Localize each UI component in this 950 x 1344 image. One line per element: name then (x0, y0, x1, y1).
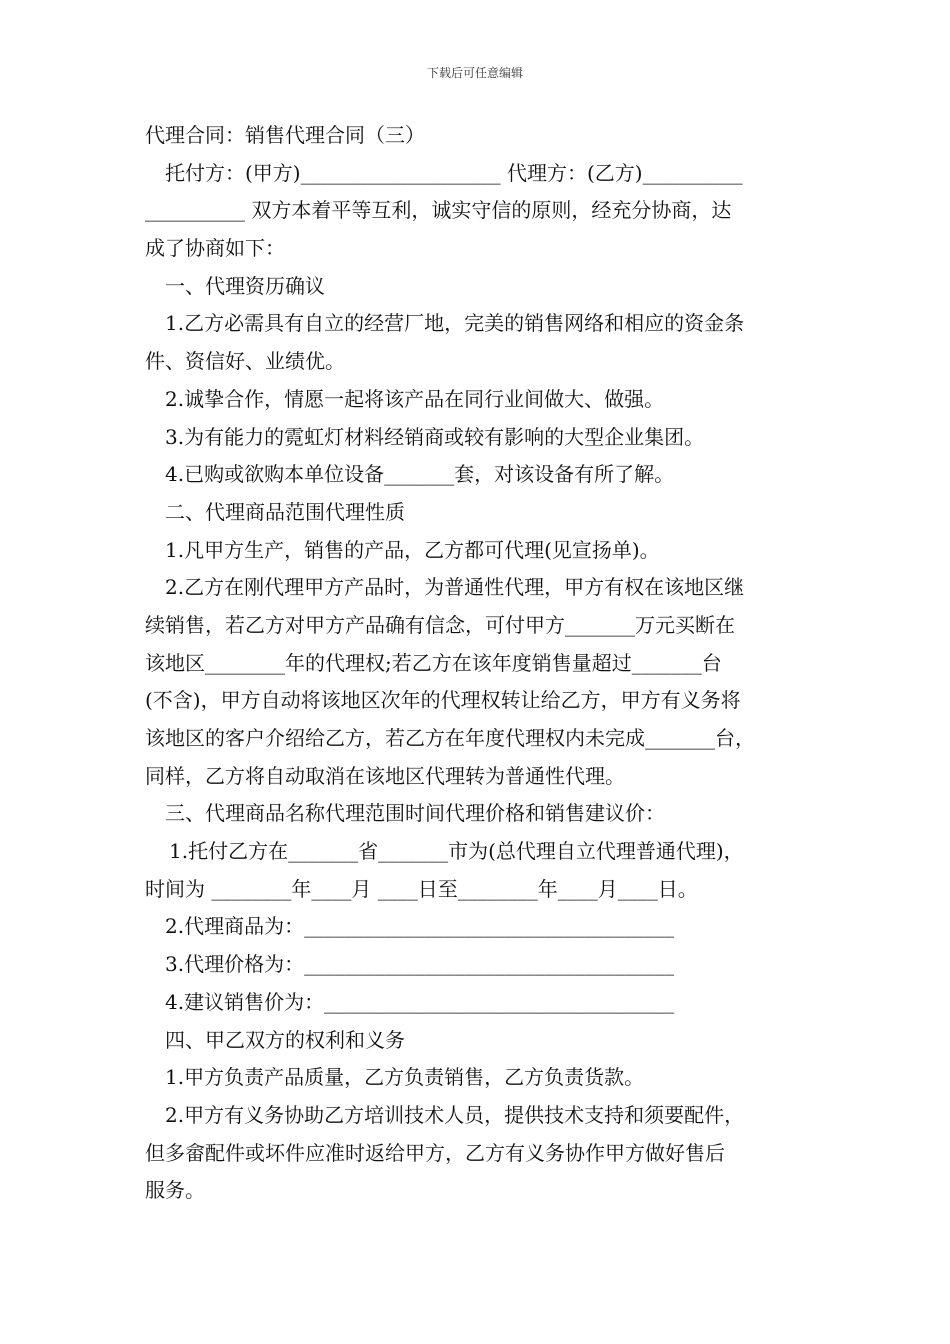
text-line: 该地区的客户介绍给乙方，若乙方在年度代理权内未完成_______台， (145, 726, 755, 750)
text-line: 但多畲配件或坏件应准时返给甲方，乙方有义务协作甲方做好售后 (145, 1140, 725, 1165)
text-line: 1.托付乙方在_______省_______市为(总代理自立代理普通代理)， (169, 839, 744, 864)
text-line: 1.甲方负责产品质量，乙方负责销售，乙方负责货款。 (165, 1065, 645, 1090)
page-header: 下载后可任意编辑 (426, 66, 523, 80)
text-line: __________ 双方本着平等互利，诚实守信的原则，经充分协商，达 (145, 198, 732, 223)
text-line: 2.代理商品为：_____________________________________ (165, 914, 675, 939)
text-line: 4.已购或欲购本单位设备_______套，对该设备有所了解。 (165, 462, 675, 487)
text-line: 3.为有能力的霓虹灯材料经销商或较有影响的大型企业集团。 (165, 424, 705, 449)
text-line: 4.建议销售价为：___________________________________ (165, 989, 675, 1014)
text-line: 2.乙方在刚代理甲方产品时，为普通性代理，甲方有权在该地区继 (165, 575, 745, 600)
text-line: 四、甲乙双方的权利和义务 (165, 1027, 405, 1052)
text-line: 续销售，若乙方对甲方产品确有信念，可付甲方_______万元买断在 (145, 612, 735, 637)
text-line: 三、代理商品名称代理范围时间代理价格和销售建议价： (165, 801, 665, 826)
text-line: 成了协商如下： (145, 236, 285, 261)
document-title: 代理合同：销售代理合同（三） (145, 123, 425, 147)
text-line: 1.乙方必需具有自立的经营厂地，完美的销售网络和相应的资金条 (165, 311, 745, 336)
text-line: 一、代理资历确议 (165, 273, 325, 298)
text-line: 2.诚挚合作，情愿一起将该产品在同行业间做大、做强。 (165, 386, 665, 411)
text-line: 件、资信好、业绩优。 (145, 349, 345, 374)
text-line: 该地区________年的代理权;若乙方在该年度销售量超过_______台 (145, 650, 722, 675)
text-line: (不含)，甲方自动将该地区次年的代理权转让给乙方，甲方有义务将 (145, 688, 741, 713)
text-line: 3.代理价格为：_____________________________________ (165, 952, 675, 977)
text-line: 2.甲方有义务协助乙方培训技术人员，提供技术支持和须要配件， (165, 1102, 745, 1127)
text-line: 时间为 ________年____月 ____日至________年____月____日。 (145, 876, 698, 901)
text-line: 二、代理商品范围代理性质 (165, 499, 405, 524)
text-line: 服务。 (145, 1178, 205, 1203)
text-line: 同样，乙方将自动取消在该地区代理转为普通性代理。 (145, 763, 625, 788)
text-line: 托付方：(甲方)____________________ 代理方：(乙方)__________ (165, 160, 743, 185)
document-body (145, 117, 825, 1210)
text-line: 1.凡甲方生产，销售的产品，乙方都可代理(见宣扬单)。 (165, 537, 660, 562)
